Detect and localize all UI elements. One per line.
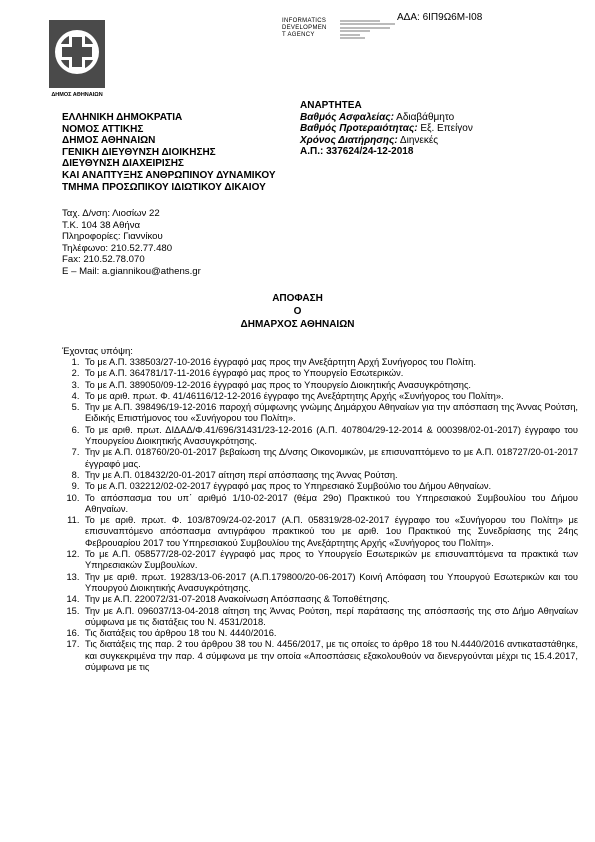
contact-block: Ταχ. Δ/νση: Λιοσίων 22 Τ.Κ. 104 38 Αθήνα Πληροφορίες: Γιαννίκου Τηλέφωνο: 210.52.77.480 Fax: 210.52.78.070 E – Mail: a.giannikou@athens.gr [62,208,201,277]
list-item: 14. Την με Α.Π. 220072/31-07-2018 Ανακοίνωση Απόσπασης & Τοποθέτησης. [82,594,578,605]
agency-fine-print [340,18,400,41]
list-item: 17. Τις διατάξεις της παρ. 2 του άρθρου 38 του Ν. 4456/2017, με τις οποίες το άρθρο 18 του Ν.4440/2016 αντικαταστάθηκε, και συγκεκριμένα την παρ. 4 σύμφωνα με την οποία «Αποσπάσεις εξακολουθούν να διενεργούνται μέχρι τις 15.4.2017, σύμφωνα με τις [82,639,578,673]
classification-header: ΑΝΑΡΤΗΤΕΑ Βαθμός Ασφαλείας: Αδιαβάθμητο Βαθμός Προτεραιότητας: Εξ. Επείγον Χρόνος Διατήρησης: Διηνεκές Α.Π.: 337624/24-12-2018 [300,100,473,158]
ada-code: ΑΔΑ: 6ΙΠ9Ω6Μ-Ι08 [397,12,483,23]
list-item: 4. Το με αριθ. πρωτ. Φ. 41/46116/12-12-2016 έγγραφο της Ανεξάρτητης Αρχής «Συνήγορος του Πολίτη». [82,391,578,402]
list-item: 9. Το με Α.Π. 032212/02-02-2017 έγγραφό μας προς το Υπηρεσιακό Συμβούλιο του Δήμου Αθηναίων. [82,481,578,492]
list-item: 10. Το απόσπασμα του υπ΄ αριθμό 1/10-02-2017 (θέμα 29ο) Πρακτικού του Υπηρεσιακού Συμβουλίου του Δήμου Αθηναίων. [82,493,578,516]
doc-title: ΑΠΟΦΑΣΗ [272,293,323,304]
considerations-list [62,357,578,673]
list-item: 13. Την με αριθ. πρωτ. 19283/13-06-2017 (Α.Π.179800/20-06-2017) Κοινή Απόφαση του Υπουργού Εσωτερικών και του Υπουργού Διοικητικής Ανασυγκρότησης. [82,572,578,595]
protocol-number: Α.Π.: 337624/24-12-2018 [300,146,414,158]
publish-label: ΑΝΑΡΤΗΤΕΑ [300,100,362,111]
list-item: 2. Το με Α.Π. 364781/17-11-2016 έγγραφό μας προς το Υπουργείο Εσωτερικών. [82,368,578,379]
list-item: 8. Την με Α.Π. 018432/20-01-2017 αίτηση περί απόσπασης της Άννας Ρούτση. [82,470,578,481]
list-item: 16. Τις διατάξεις του άρθρου 18 του Ν. 4440/2016. [82,628,578,639]
list-item: 3. Το με Α.Π. 389050/09-12-2016 έγγραφό μας προς το Υπουργείο Διοικητικής Ανασυγκρότησης. [82,380,578,391]
list-item: 11. Το με αριθ. πρωτ. Φ. 103/8709/24-02-2017 (Α.Π. 058319/28-02-2017 έγγραφο του «Συνήγορου του Πολίτη» με επισυναπτόμενο απόσπασμα αντιγράφου πρακτικού του με αριθ. 1ου Πρακτικού της Συνεδρίασης της 24ης Φεβρουαρίου 2017 του Υπηρεσιακού Συμβουλίου της Ανεξάρτητης Αρχής «Συνήγορος του Πολίτη». [82,515,578,549]
list-item: 5. Την με Α.Π. 398496/19-12-2016 παροχή σύμφωνης γνώμης Δημάρχου Αθηναίων για την απόσπαση της Άννας Ρούτση, Ειδικής Επιστήμονος του «Συνήγορου του Πολίτη». [82,402,578,425]
list-item: 7. Την με Α.Π. 018760/20-01-2017 βεβαίωση της Δ/νσης Οικονομικών, με επισυναπτόμενο το με Α.Π. 018727/20-01-2017 έγγραφό μας. [82,447,578,470]
logo-caption: ΔΗΜΟΣ ΑΘΗΝΑΙΩΝ [51,92,103,98]
list-item: 15. Την με Α.Π. 096037/13-04-2018 αίτηση της Άννας Ρούτση, περί παράτασης της απόσπασής της στο Δήμο Αθηναίων σύμφωνα με τις διατάξεις του Ν. 4531/2018. [82,606,578,629]
intro-text: Έχοντας υπόψη: [62,346,133,357]
doc-title-mayor: ΔΗΜΑΡΧΟΣ ΑΘΗΝΑΙΩΝ [240,319,355,330]
list-item: 6. Το με αριθ. πρωτ. ΔΙΔΑΔ/Φ.41/696/31431/23-12-2016 (Α.Π. 407804/29-12-2014 & 000398/02-01-2017) έγγραφο του Υπουργείου Διοικητικής Ανασυγκρότησης. [82,425,578,448]
athens-municipality-logo [45,20,109,100]
issuer-header: ΕΛΛΗΝΙΚΗ ΔΗΜΟΚΡΑΤΙΑ ΝΟΜΟΣ ΑΤΤΙΚΗΣ ΔΗΜΟΣ ΑΘΗΝΑΙΩΝ ΓΕΝΙΚΗ ΔΙΕΥΘΥΝΣΗ ΔΙΟΙΚΗΣΗΣ ΔΙΕΥΘΥΝΣΗ ΔΙΑΧΕΙΡΙΣΗΣ ΚΑΙ ΑΝΑΠΤΥΞΗΣ ΑΝΘΡΩΠΙΝΟΥ ΔΥΝΑΜΙΚΟΥ ΤΜΗΜΑ ΠΡΟΣΩΠΙΚΟΥ ΙΔΙΩΤΙΚΟΥ ΔΙΚΑΙΟΥ [62,112,276,193]
doc-title-article: Ο [293,306,302,317]
list-item: 1. Το με Α.Π. 338503/27-10-2016 έγγραφό μας προς την Ανεξάρτητη Αρχή Συνήγορος του Πολίτη. [82,357,578,368]
list-item: 12. Το με Α.Π. 058577/28-02-2017 έγγραφό μας προς το Υπουργείο Εσωτερικών με επισυναπτόμενα τα πρακτικά των Υπηρεσιακών Συμβουλίων. [82,549,578,572]
agency-label: INFORMATICS DEVELOPMEN T AGENCY [282,18,327,38]
